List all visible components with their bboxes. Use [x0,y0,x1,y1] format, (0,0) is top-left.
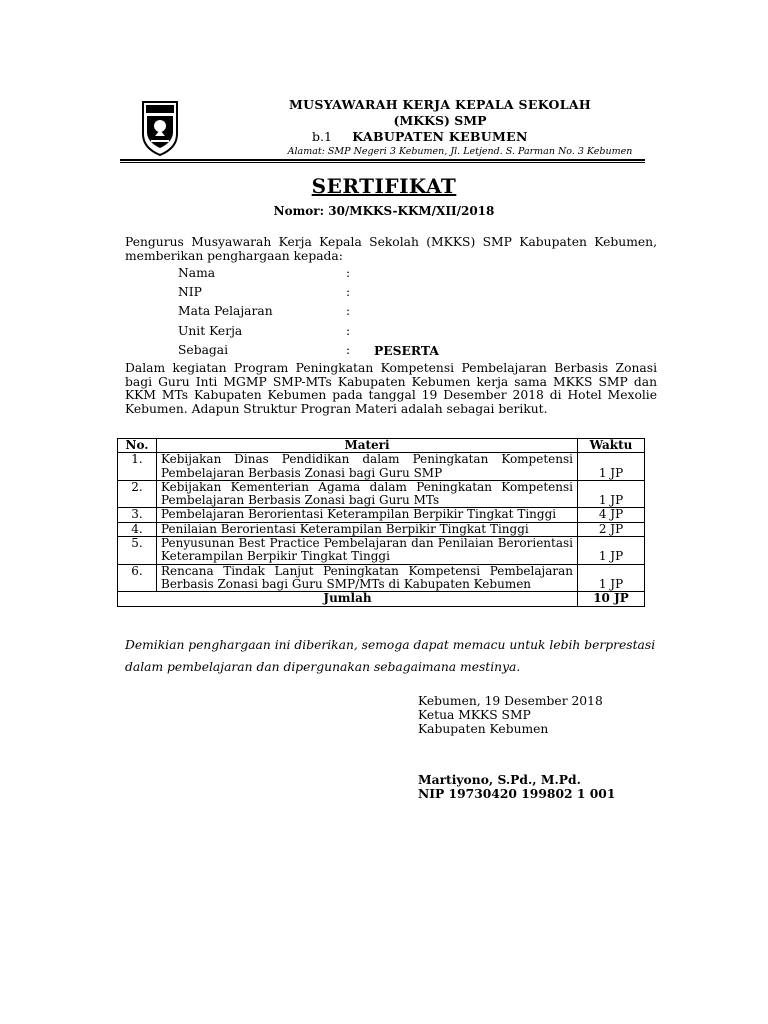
row-waktu: 1 JP [578,564,645,592]
field-label: Sebagai [178,342,229,357]
total-label: Jumlah [118,592,578,606]
field-label: Nama [178,266,216,280]
row-materi: Penyusunan Best Practice Pembelajaran dan Penilaian Berorientasi Keterampilan Berpikir Tingkat Tinggi [157,537,578,565]
row-materi: Kebijakan Kementerian Agama dalam Peningkatan Kompetensi Pembelajaran Berbasis Zonasi bagi Guru MTs [157,480,578,508]
row-no: 6. [118,564,157,592]
field-label: NIP [178,285,202,300]
row-no: 1. [118,453,157,481]
total-value: 10 JP [578,592,645,606]
field-label: Mata Pelajaran [178,304,273,319]
row-no: 5. [118,537,157,565]
table-row [118,564,645,592]
field-colon: : [346,342,351,357]
letterhead-org: MUSYAWARAH KERJA KEPALA SEKOLAH [289,97,591,112]
row-materi: Rencana Tindak Lanjut Peningkatan Kompetensi Pembelajaran Berbasis Zonasi bagi Guru SMP/MTs di Kabupaten Kebumen [157,564,578,592]
field-colon: : [346,304,351,319]
recipient-fields [178,266,478,362]
signatory-nip: NIP 19730420 199802 1 001 [418,786,616,801]
row-waktu: 1 JP [578,453,645,481]
row-no: 4. [118,522,157,536]
field-colon: : [346,323,351,338]
letterhead-region-line [190,129,690,145]
row-waktu: 4 JP [578,508,645,522]
letterhead-address: Alamat: SMP Negeri 3 Kebumen, Jl. Letjend. S. Parman No. 3 Kebumen [287,146,633,157]
signature-region: Kabupaten Kebumen [418,722,549,736]
field-value-role: PESERTA [374,342,439,358]
header-waktu: Waktu [578,439,645,453]
table-row [118,453,645,481]
field-row [178,304,478,323]
row-waktu: 2 JP [578,522,645,536]
header-no: No. [118,439,157,453]
table-row [118,522,645,536]
letterhead-region: KABUPATEN KEBUMEN [352,129,528,144]
signature-position: Ketua MKKS SMP [418,708,531,722]
letterhead-divider [120,159,645,161]
field-label: Unit Kerja [178,323,243,338]
row-materi: Kebijakan Dinas Pendidikan dalam Peningkatan Kompetensi Pembelajaran Berbasis Zonasi bagi Guru SMP [157,453,578,481]
closing-paragraph: Demikian penghargaan ini diberikan, semoga dapat memacu untuk lebih berprestasi dalam pembelajaran dan dipergunakan sebagaimana mestinya. [125,638,656,674]
table-row [118,537,645,565]
letterhead-prefix: b.1 [312,129,332,144]
certificate-number: Nomor: 30/MKKS-KKM/XII/2018 [273,204,495,218]
table-row [118,480,645,508]
field-colon: : [346,285,351,300]
signatory-name: Martiyono, S.Pd., M.Pd. [418,772,581,787]
letterhead [190,97,690,159]
field-row [178,285,478,304]
certificate-title: SERTIFIKAT [311,174,457,198]
row-no: 3. [118,508,157,522]
field-colon: : [346,266,351,280]
letterhead-divider-thin [120,162,645,163]
table-header-row [118,439,645,453]
intro-paragraph: Pengurus Musyawarah Kerja Kepala Sekolah (MKKS) SMP Kabupaten Kebumen, memberikan penghargaan kepada: [125,235,657,263]
signature-place-date: Kebumen, 19 Desember 2018 [418,694,603,708]
header-materi: Materi [157,439,578,453]
row-no: 2. [118,480,157,508]
table-row [118,508,645,522]
materials-table [117,438,645,607]
row-materi: Penilaian Berorientasi Keterampilan Berpikir Tingkat Tinggi [157,522,578,536]
field-row [178,324,478,343]
row-materi: Pembelajaran Berorientasi Keterampilan Berpikir Tingkat Tinggi [157,508,578,522]
table-total-row [118,592,645,606]
signature-block [418,694,615,801]
description-paragraph: Dalam kegiatan Program Peningkatan Kompetensi Pembelajaran Berbasis Zonasi bagi Guru Inti MGMP SMP-MTs Kabupaten Kebumen kerja sama MKKS SMP dan KKM MTs Kabupaten Kebumen pada tanggal 19 Desember 2018 di Hotel Mexolie Kebumen. Adapun Struktur Progran Materi adalah sebagai berikut. [125,361,657,416]
field-row [178,266,478,285]
letterhead-abbrev: (MKKS) SMP [393,113,487,128]
row-waktu: 1 JP [578,537,645,565]
field-row [178,343,478,362]
kebumen-regency-emblem-icon [141,100,179,156]
row-waktu: 1 JP [578,480,645,508]
